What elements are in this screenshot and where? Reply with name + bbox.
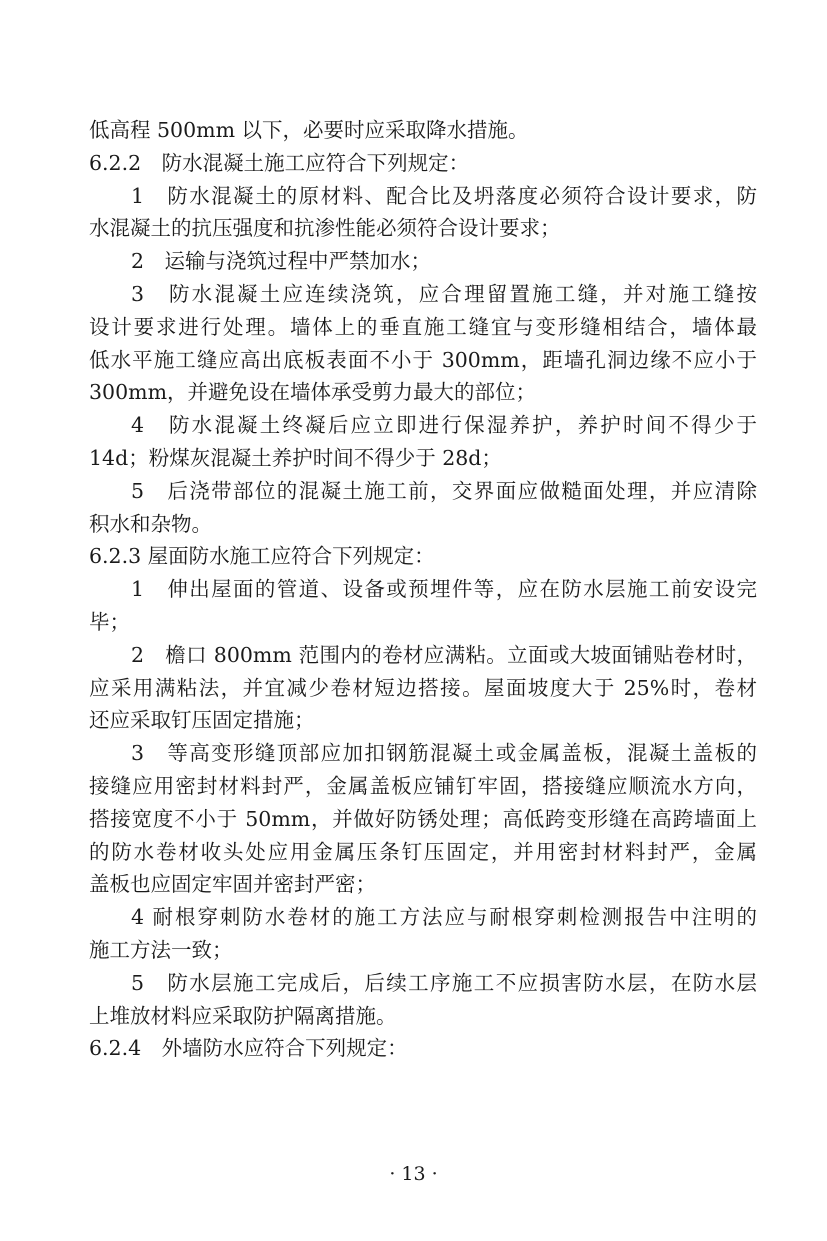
text-line: 的防水卷材收头处应用金属压条钉压固定，并用密封材料封严，金属 — [89, 839, 757, 864]
text-line: 3 等高变形缝顶部应加扣钢筋混凝土或金属盖板，混凝土盖板的 — [131, 741, 757, 766]
text-line: 上堆放材料应采取防护隔离措施。 — [89, 1003, 397, 1028]
text-line: 4 防水混凝土终凝后应立即进行保湿养护，养护时间不得少于 — [131, 413, 757, 438]
text-line: 低高程 500mm 以下，必要时应采取降水措施。 — [89, 118, 529, 142]
text-line: 低水平施工缝应高出底板表面不小于 300mm，距墙孔洞边缘不应小于 — [89, 347, 757, 372]
text-line: 5 防水层施工完成后，后续工序施工不应损害防水层，在防水层 — [131, 970, 757, 995]
section-heading-6-2-4: 6.2.4 外墙防水应符合下列规定： — [89, 1036, 408, 1061]
text-line: 积水和杂物。 — [89, 511, 212, 536]
text-line: 盖板也应固定牢固并密封严密； — [89, 872, 376, 897]
text-line: 4 耐根穿刺防水卷材的施工方法应与耐根穿刺检测报告中注明的 — [131, 905, 757, 930]
text-line: 水混凝土的抗压强度和抗渗性能必须符合设计要求； — [89, 216, 561, 241]
text-line: 还应采取钉压固定措施； — [89, 708, 315, 733]
section-heading-6-2-3: 6.2.3 屋面防水施工应符合下列规定： — [89, 544, 435, 569]
body-text — [89, 114, 757, 1065]
text-line: 1 防水混凝土的原材料、配合比及坍落度必须符合设计要求，防 — [131, 183, 757, 208]
text-line: 300mm，并避免设在墙体承受剪力最大的部位； — [89, 380, 537, 405]
text-line: 搭接宽度不小于 50mm，并做好防锈处理；高低跨变形缝在高跨墙面上 — [89, 806, 757, 831]
text-line: 2 檐口 800mm 范围内的卷材应满粘。立面或大坡面铺贴卷材时， — [131, 642, 757, 667]
text-line: 应采用满粘法，并宜减少卷材短边搭接。屋面坡度大于 25%时，卷材 — [89, 675, 757, 700]
text-line: 施工方法一致； — [89, 937, 233, 962]
text-line: 2 运输与浇筑过程中严禁加水； — [131, 249, 432, 274]
text-line: 接缝应用密封材料封严，金属盖板应铺钉牢固，搭接缝应顺流水方向， — [89, 773, 757, 798]
text-line: 设计要求进行处理。墙体上的垂直施工缝宜与变形缝相结合，墙体最 — [89, 314, 757, 339]
text-line: 5 后浇带部位的混凝土施工前，交界面应做糙面处理，并应清除 — [131, 478, 757, 503]
text-line: 3 防水混凝土应连续浇筑，应合理留置施工缝，并对施工缝按 — [131, 281, 757, 306]
text-line: 1 伸出屋面的管道、设备或预埋件等，应在防水层施工前安设完 — [131, 577, 757, 602]
section-heading-6-2-2: 6.2.2 防水混凝土施工应符合下列规定： — [89, 150, 470, 175]
text-line: 14d；粉煤灰混凝土养护时间不得少于 28d； — [89, 445, 502, 470]
page-number: · 13 · — [389, 1163, 438, 1185]
text-line: 毕； — [89, 609, 130, 634]
